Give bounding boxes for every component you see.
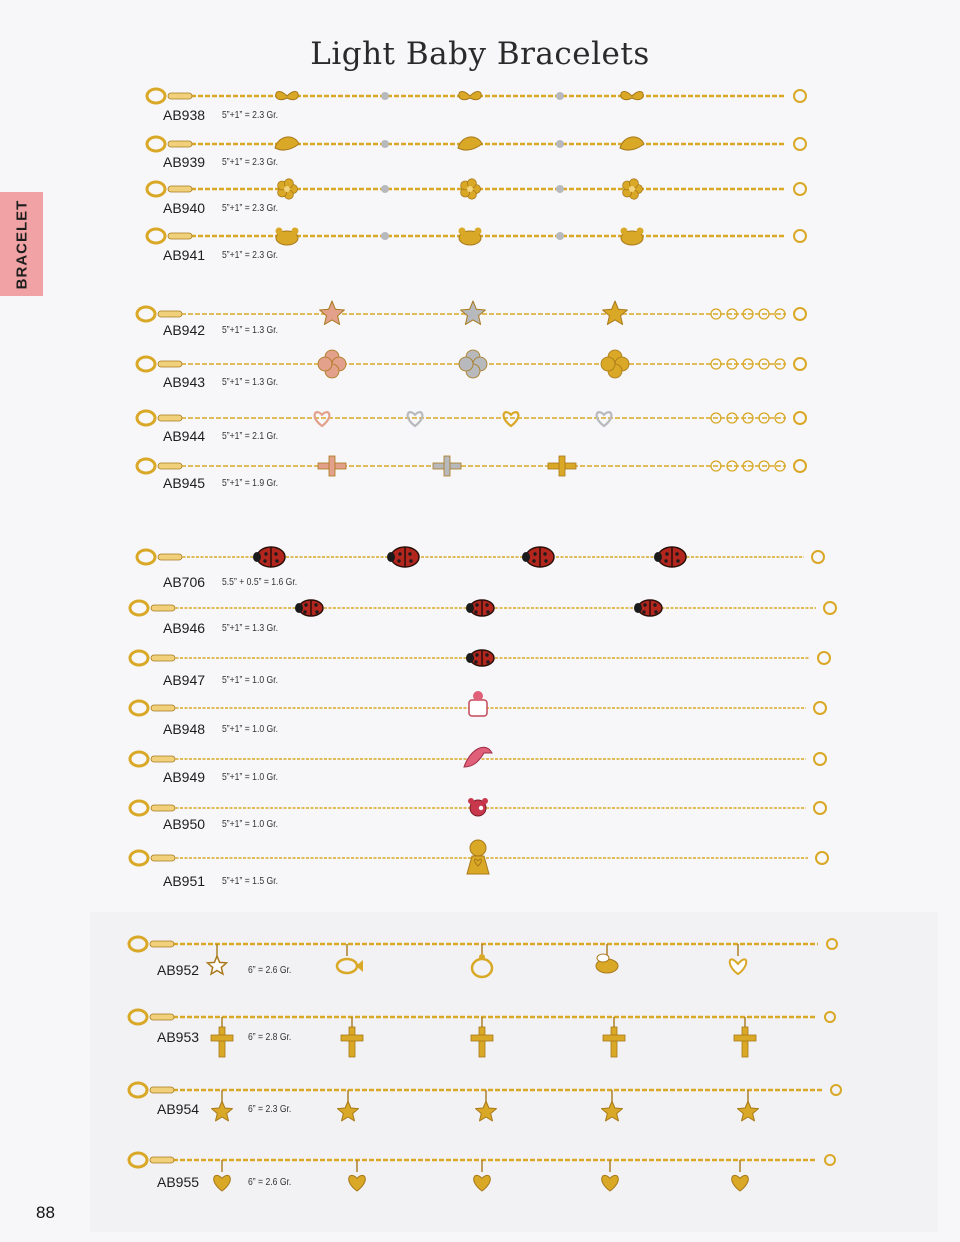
bracelet-image	[0, 1060, 960, 1120]
product-weight: 5.5” + 0.5” = 1.6 Gr.	[222, 576, 298, 588]
end-ring	[794, 460, 806, 472]
product-code: AB949	[163, 769, 206, 785]
category-tab-label: BRACELET	[13, 199, 31, 289]
product-weight: 5”+1” = 1.5 Gr.	[222, 875, 279, 887]
ladybug-icon	[466, 650, 494, 666]
ladybug-icon	[387, 547, 419, 567]
heart-icon	[315, 412, 330, 426]
clasp-icon	[129, 937, 174, 951]
product-code: AB939	[163, 154, 206, 170]
end-ring	[814, 802, 826, 814]
clasp-icon	[130, 601, 175, 615]
clasp-icon	[137, 459, 182, 473]
product-weight: 5”+1” = 2.3 Gr.	[222, 109, 279, 121]
ladybug-icon	[466, 600, 494, 616]
product-weight: 5”+1” = 2.3 Gr.	[222, 156, 279, 168]
clover-icon	[318, 350, 346, 378]
product-weight: 5”+1” = 1.0 Gr.	[222, 818, 279, 830]
bracelet-image	[0, 828, 960, 888]
product-code: AB951	[163, 873, 206, 889]
clasp-icon	[147, 182, 192, 196]
end-ring	[812, 551, 824, 563]
flower-icon	[623, 179, 643, 199]
product-code: AB952	[157, 962, 200, 978]
butterfly-icon	[730, 944, 747, 974]
product-weight: 6” = 2.3 Gr.	[248, 1103, 292, 1115]
ladybug-icon	[295, 600, 323, 616]
star-icon	[602, 1090, 623, 1121]
clasp-icon	[147, 229, 192, 243]
product-weight: 6” = 2.6 Gr.	[248, 1176, 292, 1188]
fish-icon	[337, 944, 363, 973]
product-weight: 5”+1” = 2.3 Gr.	[222, 249, 279, 261]
cross-icon	[318, 456, 346, 476]
product-weight: 5”+1” = 1.3 Gr.	[222, 622, 279, 634]
heart-icon	[504, 412, 519, 426]
teddy-bear-icon	[468, 798, 488, 816]
flower-icon	[278, 179, 298, 199]
end-ring	[825, 1012, 835, 1022]
end-ring	[831, 1085, 841, 1095]
clasp-icon	[137, 550, 182, 564]
product-code: AB953	[157, 1029, 200, 1045]
clasp-icon	[129, 1153, 174, 1167]
product-code: AB947	[163, 672, 206, 688]
end-ring	[827, 939, 837, 949]
cross-icon	[433, 456, 461, 476]
heart-icon	[408, 412, 423, 426]
clover-icon	[459, 350, 487, 378]
clasp-icon	[130, 651, 175, 665]
product-weight: 5”+1” = 2.3 Gr.	[222, 202, 279, 214]
dolphin-icon	[464, 747, 492, 767]
page-number: 88	[36, 1203, 55, 1222]
product-code: AB954	[157, 1101, 200, 1117]
star-icon	[603, 301, 628, 325]
baby-boy-icon	[469, 691, 487, 716]
product-weight: 6” = 2.6 Gr.	[248, 964, 292, 976]
product-code: AB946	[163, 620, 206, 636]
clasp-icon	[129, 1010, 174, 1024]
end-ring	[794, 90, 806, 102]
star-icon	[320, 301, 345, 325]
product-weight: 5”+1” = 1.3 Gr.	[222, 324, 279, 336]
ladybug-icon	[522, 547, 554, 567]
star-icon	[212, 1090, 233, 1121]
end-ring	[814, 702, 826, 714]
ladybug-icon	[634, 600, 662, 616]
star-icon	[338, 1090, 359, 1121]
teddy-bear-icon	[276, 228, 299, 246]
bracelet-image	[0, 987, 960, 1047]
heart-icon	[597, 412, 612, 426]
star-icon	[476, 1090, 497, 1121]
clasp-icon	[130, 801, 175, 815]
product-weight: 5”+1” = 1.0 Gr.	[222, 723, 279, 735]
clover-icon	[601, 350, 629, 378]
cross-icon	[548, 456, 576, 476]
end-ring	[794, 230, 806, 242]
end-ring	[824, 602, 836, 614]
end-ring	[794, 138, 806, 150]
clasp-icon	[137, 307, 182, 321]
product-code: AB706	[163, 574, 206, 590]
product-code: AB938	[163, 107, 206, 123]
product-code: AB943	[163, 374, 206, 390]
teddy-bear-icon	[621, 228, 644, 246]
product-weight: 5”+1” = 1.9 Gr.	[222, 477, 279, 489]
star-icon	[738, 1090, 759, 1121]
end-ring	[825, 1155, 835, 1165]
end-ring	[794, 308, 806, 320]
end-ring	[814, 753, 826, 765]
end-ring	[794, 412, 806, 424]
end-ring	[794, 183, 806, 195]
product-code: AB942	[163, 322, 206, 338]
bracelet-image	[0, 334, 960, 394]
bracelet-image	[0, 436, 960, 496]
product-weight: 6” = 2.8 Gr.	[248, 1031, 292, 1043]
end-ring	[818, 652, 830, 664]
product-weight: 5”+1” = 2.1 Gr.	[222, 430, 279, 442]
end-ring	[794, 358, 806, 370]
bracelet-image	[0, 914, 960, 974]
product-weight: 5”+1” = 1.3 Gr.	[222, 376, 279, 388]
heart-icon	[349, 1160, 366, 1191]
clasp-icon	[147, 137, 192, 151]
end-ring	[816, 852, 828, 864]
product-code: AB941	[163, 247, 206, 263]
clasp-icon	[137, 357, 182, 371]
ladybug-icon	[253, 547, 285, 567]
flower-icon	[461, 179, 481, 199]
clasp-icon	[137, 411, 182, 425]
bee-icon	[596, 944, 618, 973]
teddy-bear-icon	[459, 228, 482, 246]
clasp-icon	[130, 851, 175, 865]
product-code: AB950	[163, 816, 206, 832]
ladybug-icon	[654, 547, 686, 567]
product-code: AB945	[163, 475, 206, 491]
girl-icon	[467, 840, 489, 874]
heart-icon	[602, 1160, 619, 1191]
product-code: AB940	[163, 200, 206, 216]
dolphin-icon	[275, 137, 299, 150]
dolphin-icon	[620, 137, 644, 150]
page-title: Light Baby Bracelets	[310, 36, 650, 72]
turtle-icon	[472, 944, 492, 977]
clasp-icon	[130, 701, 175, 715]
product-weight: 5”+1” = 1.0 Gr.	[222, 674, 279, 686]
star-icon	[208, 944, 227, 974]
clasp-icon	[130, 752, 175, 766]
clasp-icon	[147, 89, 192, 103]
heart-icon	[474, 1160, 491, 1191]
heart-icon	[214, 1160, 231, 1191]
butterfly-icon	[621, 92, 644, 100]
bracelet-image	[0, 1130, 960, 1190]
star-icon	[461, 301, 486, 325]
product-code: AB948	[163, 721, 206, 737]
product-code: AB944	[163, 428, 206, 444]
bracelet-image	[0, 206, 960, 266]
butterfly-icon	[459, 92, 482, 100]
clasp-icon	[129, 1083, 174, 1097]
product-code: AB955	[157, 1174, 200, 1190]
dolphin-icon	[458, 137, 482, 150]
heart-icon	[732, 1160, 749, 1191]
product-weight: 5”+1” = 1.0 Gr.	[222, 771, 279, 783]
butterfly-icon	[276, 92, 299, 100]
